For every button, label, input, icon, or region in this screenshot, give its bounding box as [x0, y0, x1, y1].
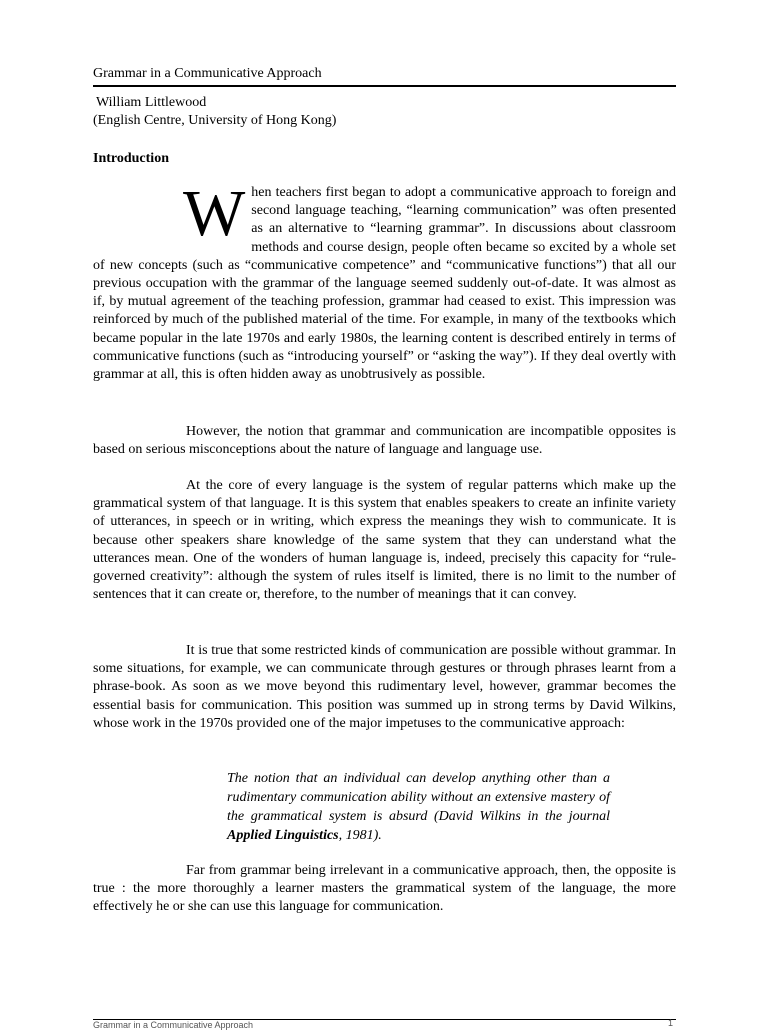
quote-tail: , 1981).	[338, 828, 382, 843]
page-number: 1	[668, 1018, 674, 1028]
footer-text: Grammar in a Communicative Approach	[93, 1020, 254, 1030]
author-name: William Littlewood	[96, 95, 207, 110]
running-header: Grammar in a Communicative Approach	[93, 65, 676, 87]
quote-journal: Applied Linguistics	[227, 828, 339, 843]
quote-text: The notion that an individual can develop anything other than a rudimentary communication ability without an extensive mastery of the grammatical system is absurd (David Wilkins in the journal	[227, 771, 610, 824]
paragraph-3: At the core of every language is the system of regular patterns which make up the grammatical system of that language. It is this system that enables speakers to create an infinite variety of utterances, in speech or in writing, which express the meanings they wish to communicate. It is because other speakers share knowledge of the same system that they can understand what the utterances mean. One of the wonders of human language is, indeed, precisely this capacity for “rule-governed creativity”: although the system of rules itself is limited, there is no limit to the number of sentences that it can create or, therefore, to the number of meanings that it can convey.	[93, 478, 676, 603]
paragraph-4: It is true that some restricted kinds of communication are possible without grammar. In some situations, for example, we can communicate through gestures or through phrases learnt from a phrase-book. As soon as we move beyond this rudimentary level, however, grammar becomes the essential basis for communication. This position was summed up in strong terms by David Wilkins, whose work in the 1970s provided one of the major impetuses to the communicative approach:	[93, 643, 676, 731]
paragraph-2: However, the notion that grammar and communication are incompatible opposites is based on serious misconceptions about the nature of language and language use.	[93, 424, 676, 458]
paragraph-intro	[93, 177, 676, 384]
paragraph-intro-text: hen teachers first began to adopt a communicative approach to foreign and second language teaching, “learning communication” was often presented as an alternative to “learning grammar”. In discussions about classroom methods and course design, people often became so excited by a whole set of new concepts (such as “communicative competence” and “communicative functions”) that all our previous occupation with the grammar of the language seemed suddenly out-of-date. It was almost as if, by mutual agreement of the teaching profession, grammar had ceased to exist. This impression was reinforced by much of the published material of the time. For example, in many of the textbooks which became popular in the late 1970s and early 1980s, the learning content is described entirely in terms of communicative functions (such as “introducing yourself” or “asking the way”). If they deal overtly with grammar at all, this is often hidden away as unobtrusively as possible.	[93, 185, 676, 383]
author-affiliation: (English Centre, University of Hong Kong)	[93, 113, 337, 128]
author-block	[93, 94, 336, 130]
paragraph-5: Far from grammar being irrelevant in a communicative approach, then, the opposite is true : the more thoroughly a learner masters the grammatical system of the language, the more effectively he or she can use this language for communication.	[93, 863, 676, 915]
block-quote	[227, 769, 610, 845]
section-heading: Introduction	[93, 151, 169, 166]
drop-cap: W	[183, 177, 246, 250]
